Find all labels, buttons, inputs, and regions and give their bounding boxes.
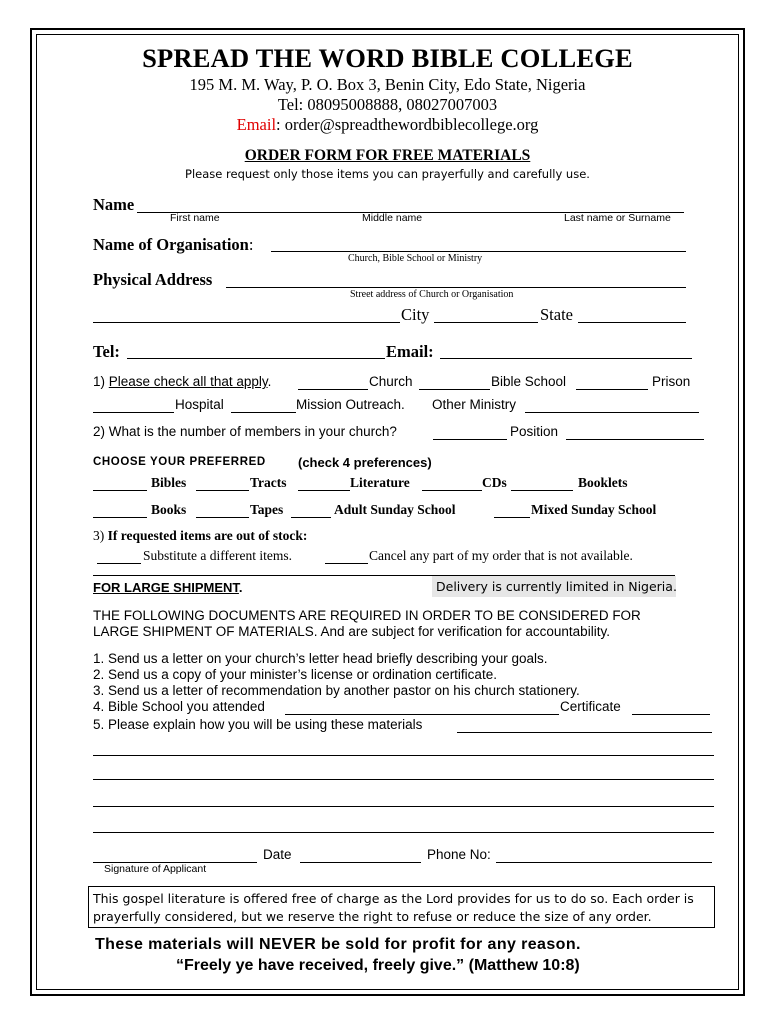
closing-statement: These materials will NEVER be sold for profit for any reason. <box>95 936 581 953</box>
address-label: Physical Address <box>93 270 213 289</box>
cds-label: CDs <box>482 475 507 490</box>
q3-number: 3) <box>93 528 108 543</box>
college-email <box>36 115 739 135</box>
tel-field[interactable] <box>127 358 385 359</box>
preferences-note: (check 4 preferences) <box>298 455 432 470</box>
q1-label: Please check all that apply <box>108 374 268 389</box>
hospital-label: Hospital <box>175 397 224 412</box>
college-address: 195 M. M. Way, P. O. Box 3, Benin City, Edo State, Nigeria <box>189 75 586 94</box>
date-label: Date <box>263 847 292 862</box>
booklets-checkbox[interactable] <box>511 490 573 491</box>
adult-sunday-school-label: Adult Sunday School <box>334 502 456 517</box>
position-label: Position <box>510 424 559 439</box>
q1-prompt <box>93 374 271 389</box>
usage-field-line-2[interactable] <box>93 755 714 756</box>
adult-sunday-school-checkbox[interactable] <box>291 517 331 518</box>
q1-period: . <box>267 374 272 389</box>
requirements-intro-line2: LARGE SHIPMENT OF MATERIALS. And are subject for verification for accountability. <box>93 624 610 639</box>
date-field[interactable] <box>300 862 421 863</box>
large-shipment-period: . <box>238 580 243 595</box>
email-value: : order@spreadthewordbiblecollege.org <box>276 115 539 134</box>
bible-school-attended-field[interactable] <box>285 714 559 715</box>
q3-prompt <box>93 528 307 544</box>
college-title: SPREAD THE WORD BIBLE COLLEGE <box>142 43 633 73</box>
phone-label: Phone No: <box>427 847 491 862</box>
bibles-checkbox[interactable] <box>93 490 147 491</box>
city-field[interactable] <box>434 322 538 323</box>
organisation-label-text: Name of Organisation <box>93 235 249 254</box>
requirement-item-5: 5. Please explain how you will be using these materials <box>93 717 423 732</box>
other-ministry-field[interactable] <box>525 412 699 413</box>
cancel-checkbox[interactable] <box>325 563 368 564</box>
form-title: ORDER FORM FOR FREE MATERIALS <box>244 147 531 164</box>
requirement-item-3: 3. Send us a letter of recommendation by another pastor on his church stationery. <box>93 683 580 698</box>
mixed-sunday-school-label: Mixed Sunday School <box>531 502 657 517</box>
state-label: State <box>540 305 573 324</box>
hospital-checkbox[interactable] <box>93 412 174 413</box>
members-field[interactable] <box>433 439 507 440</box>
email-label: Email <box>236 115 277 134</box>
usage-field-line-5[interactable] <box>93 832 714 833</box>
organisation-hint: Church, Bible School or Ministry <box>348 253 483 264</box>
organisation-colon: : <box>248 235 254 254</box>
cancel-label: Cancel any part of my order that is not available. <box>369 548 633 563</box>
mission-checkbox[interactable] <box>231 412 296 413</box>
substitute-label: Substitute a different items. <box>143 548 292 563</box>
tracts-checkbox[interactable] <box>196 490 249 491</box>
tapes-label: Tapes <box>250 502 284 517</box>
church-label: Church <box>369 374 413 389</box>
requirement-item-2: 2. Send us a copy of your minister’s license or ordination certificate. <box>93 667 497 682</box>
address-line-2-field[interactable] <box>93 322 400 323</box>
last-name-hint: Last name or Surname <box>564 212 671 224</box>
name-label: Name <box>93 195 135 214</box>
literature-checkbox[interactable] <box>298 490 350 491</box>
mixed-sunday-school-checkbox[interactable] <box>494 517 530 518</box>
q2-prompt: 2) What is the number of members in your church? <box>93 424 397 439</box>
usage-field-line-4[interactable] <box>93 806 714 807</box>
position-field[interactable] <box>566 439 704 440</box>
organisation-field[interactable] <box>271 251 686 252</box>
preferences-heading: CHOOSE YOUR PREFERRED <box>93 456 266 468</box>
large-shipment-heading <box>93 580 243 595</box>
q1-number: 1) <box>93 374 109 389</box>
organisation-label <box>93 235 253 255</box>
tapes-checkbox[interactable] <box>196 517 249 518</box>
prison-label: Prison <box>652 374 691 389</box>
city-label: City <box>401 305 430 324</box>
other-ministry-label: Other Ministry <box>432 397 517 412</box>
cds-checkbox[interactable] <box>422 490 482 491</box>
phone-field[interactable] <box>496 862 712 863</box>
middle-name-hint: Middle name <box>362 212 423 224</box>
usage-field-line-3[interactable] <box>93 779 714 780</box>
bible-school-checkbox[interactable] <box>419 389 490 390</box>
form-note: Please request only those items you can prayerfully and carefully use. <box>185 167 590 181</box>
scripture-quote: “Freely ye have received, freely give.” (Matthew 10:8) <box>176 957 580 974</box>
booklets-label: Booklets <box>578 475 628 490</box>
address-field[interactable] <box>226 287 686 288</box>
college-phone: Tel: 08095008888, 08027007003 <box>277 95 498 114</box>
bibles-label: Bibles <box>151 475 187 490</box>
large-shipment-label: FOR LARGE SHIPMENT <box>93 580 239 595</box>
usage-field-line-1[interactable] <box>457 732 712 733</box>
books-checkbox[interactable] <box>93 517 147 518</box>
tracts-label: Tracts <box>250 475 287 490</box>
delivery-notice: Delivery is currently limited in Nigeria. <box>432 576 676 597</box>
disclaimer-box: This gospel literature is offered free of charge as the Lord provides for us to do so. Each order is prayerfully considered, but we reserve the right to refuse or reduce the size of any order. <box>88 886 715 928</box>
email-field[interactable] <box>440 358 692 359</box>
substitute-checkbox[interactable] <box>97 563 141 564</box>
tel-label: Tel: <box>93 342 120 361</box>
bible-school-label: Bible School <box>491 374 567 389</box>
mission-label: Mission Outreach. <box>296 397 405 412</box>
signature-label: Signature of Applicant <box>104 863 207 875</box>
requirements-intro-line1: THE FOLLOWING DOCUMENTS ARE REQUIRED IN ORDER TO BE CONSIDERED FOR <box>93 608 641 623</box>
certificate-label: Certificate <box>560 699 621 714</box>
contact-email-label: Email: <box>386 342 434 361</box>
prison-checkbox[interactable] <box>576 389 648 390</box>
state-field[interactable] <box>578 322 686 323</box>
literature-label: Literature <box>350 475 410 490</box>
books-label: Books <box>151 502 187 517</box>
church-checkbox[interactable] <box>298 389 368 390</box>
requirement-item-4: 4. Bible School you attended <box>93 699 265 714</box>
first-name-hint: First name <box>170 212 220 224</box>
address-hint: Street address of Church or Organisation <box>350 289 514 300</box>
requirement-item-1: 1. Send us a letter on your church’s letter head briefly describing your goals. <box>93 651 548 666</box>
q3-label: If requested items are out of stock: <box>107 528 308 543</box>
certificate-field[interactable] <box>632 714 710 715</box>
